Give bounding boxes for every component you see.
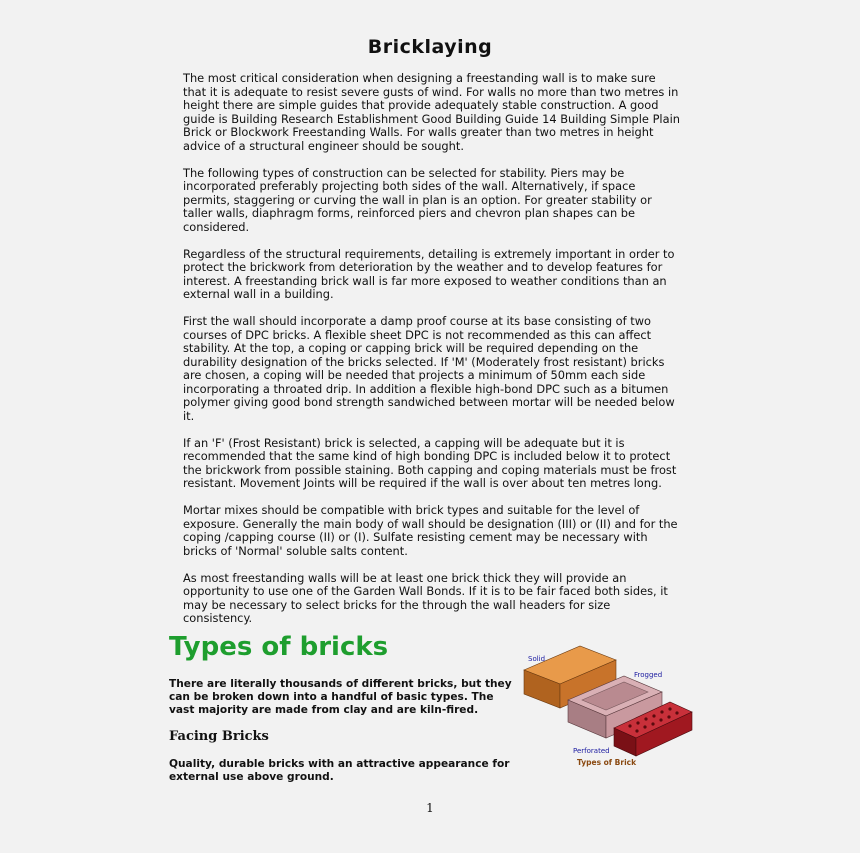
paragraph: First the wall should incorporate a damp proof course at its base consisting of two courses of DPC bricks. A flexible sheet DPC is not recommended as this can affect stability. At the top, a coping or capping brick will be required depending on the durability designation of the bricks selected. If 'M' (Moderately frost resistant) bricks are chosen, a coping will be needed that projects a minimum of 50mm each side incorporating a throated drip. In addition a flexible high-bond DPC such as a bitumen polymer giving good bond strength sandwiched between mortar will be needed below it. xyxy=(183,314,675,423)
paragraph: If an 'F' (Frost Resistant) brick is selected, a capping will be adequate but it is recommended that the same kind of high bonding DPC is included below it to protect the brickwork from possible staining. Both capping and coping materials must be frost resistant. Movement Joints will be required if the wall is over about ten metres long. xyxy=(183,435,677,490)
paragraph: Regardless of the structural requirements, detailing is extremely important in order to protect the brickwork from deterioration by the weather and to develop features for interest. A freestanding brick wall is far more exposed to weather conditions than an external wall in a building. xyxy=(183,246,675,301)
frogged-label: Frogged xyxy=(634,671,663,679)
paragraph: The following types of construction can be selected for stability. Piers may be incorporated preferably projecting both sides of the wall. Alternatively, if space permits, staggering or curving the wall in plan is an option. For greater stability or taller walls, diaphragm forms, reinforced piers and chevron plan shapes can be considered. xyxy=(183,165,652,234)
solid-label: Solid xyxy=(528,655,546,663)
page-title: Bricklaying xyxy=(367,36,493,58)
paragraph: The most critical consideration when designing a freestanding wall is to make sure that it is adequate to resist severe gusts of wind. For walls no more than two metres in height there are simple guides that provide adequately stable construction. A good guide is Building Research Establishment Good Building Guide 14 Building Simple Plain Brick or Blockwork Freestanding Walls. For walls greater than two metres in height advice of a structural engineer should be sought. xyxy=(183,71,680,153)
types-intro-text: There are literally thousands of different bricks, but they can be broken down into a handful of basic types. The vast majority are made from clay and are kiln-fired. xyxy=(169,678,512,716)
paragraph: As most freestanding walls will be at least one brick thick they will provide an opportunity to use one of the Garden Wall Bonds. If it is to be fair faced both sides, it may be necessary to select bricks for the through the wall headers for size consistency. xyxy=(183,570,668,625)
brick-types-figure xyxy=(520,640,700,775)
perforated-label: Perforated xyxy=(573,747,610,755)
page-number: 1 xyxy=(426,801,434,815)
body-text xyxy=(183,72,681,639)
paragraph: Mortar mixes should be compatible with brick types and suitable for the level of exposure. Generally the main body of wall should be designation (III) or (II) and for the coping /capping course (II) or (I). Sulfate resisting cement may be necessary with bricks of 'Normal' soluble salts content. xyxy=(183,503,678,558)
facing-bricks-heading: Facing Bricks xyxy=(169,729,269,744)
figure-caption: Types of Brick xyxy=(577,758,637,767)
section-heading-types-of-bricks: Types of bricks xyxy=(169,632,389,662)
facing-bricks-description: Quality, durable bricks with an attractive appearance for external use above ground. xyxy=(169,758,510,783)
